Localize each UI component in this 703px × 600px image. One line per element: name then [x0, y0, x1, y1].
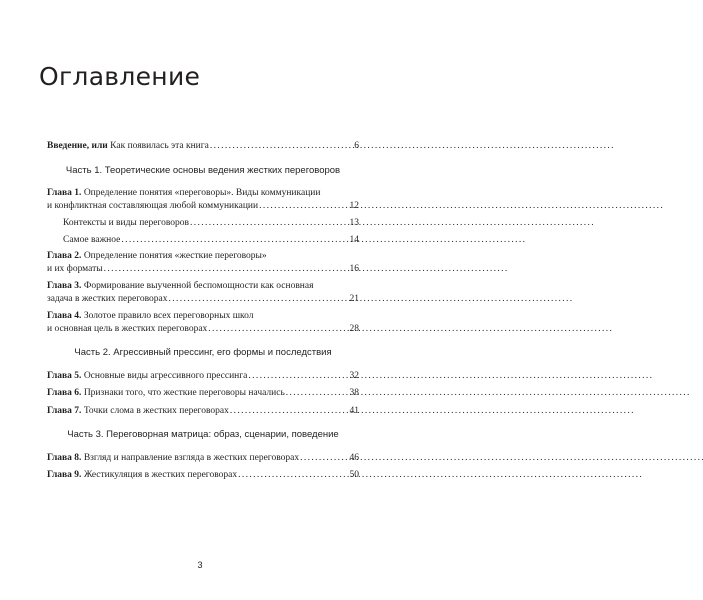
toc-entry-text: [63, 234, 120, 247]
toc-entry[interactable]: [47, 452, 359, 465]
toc-entry[interactable]: [47, 387, 359, 400]
dot-leader: [238, 469, 348, 482]
toc-entry-line: [47, 250, 359, 263]
toc-entry-text: [47, 280, 313, 293]
toc-page-number: 21: [349, 293, 359, 304]
toc-subentry[interactable]: [47, 217, 359, 230]
dot-leader: [230, 405, 349, 418]
chapter-label: Глава 1.: [47, 188, 82, 198]
dot-leader: [259, 200, 348, 213]
toc-entry-text: [47, 370, 247, 383]
toc-entry-title: и основная цель в жестких переговорах: [47, 323, 208, 334]
toc-entry-text: [47, 250, 267, 263]
chapter-label: Глава 2.: [47, 251, 82, 261]
toc-entry-text: [47, 263, 103, 276]
toc-entry-title: и конфликтная составляющая любой коммуникации: [47, 200, 259, 211]
part-heading: Часть 1. Теоретические основы ведения жестких переговоров: [65, 164, 341, 176]
toc-page-number: 28: [349, 323, 359, 334]
toc-entry-line: [47, 293, 359, 306]
chapter-label: Глава 6.: [47, 388, 82, 398]
toc-entry-line: [47, 387, 359, 400]
chapter-label: Глава 7.: [47, 405, 82, 416]
dot-leader: [248, 370, 348, 383]
toc-entry-line: [63, 217, 359, 230]
chapter-label: Глава 8.: [47, 452, 82, 463]
toc-page-number: 32: [349, 370, 359, 381]
toc-entry-text: [47, 187, 320, 200]
toc-entry-text: [47, 323, 207, 336]
toc-entry-title: Самое важное: [63, 234, 121, 245]
toc-page-number: 12: [349, 200, 359, 211]
toc-entry-title: Взгляд и направление взгляда в жестких переговорах: [83, 452, 300, 463]
toc-entry[interactable]: [47, 140, 359, 153]
toc-entry-title: и их форматы: [47, 263, 103, 274]
dot-leader: [104, 263, 349, 276]
toc-entry-title: Формирование выученной беспомощности как основная: [83, 281, 314, 291]
toc-entry-title: Как появилась эта книга: [110, 141, 209, 151]
dot-leader: [300, 452, 348, 465]
toc-entry-title: Определение понятия «жесткие переговоры»: [83, 251, 267, 261]
toc-entry[interactable]: [47, 250, 359, 275]
toc-entry-text: [63, 217, 189, 230]
toc-entry-text: [47, 405, 229, 418]
dot-leader: [210, 140, 353, 153]
toc-entry-title: задача в жестких переговорах: [47, 293, 168, 304]
toc-entry-line: [47, 323, 359, 336]
dot-leader: [121, 234, 348, 247]
toc-entry-text: [47, 200, 258, 213]
toc-page-number: 13: [349, 218, 359, 228]
toc-entry-title: Признаки того, что жесткие переговоры начались: [83, 388, 285, 398]
toc-entry[interactable]: [47, 310, 359, 335]
toc-entry-title: Основные виды агрессивного прессинга: [83, 370, 248, 381]
toc-page-number: 46: [349, 452, 359, 463]
toc-entry-title: Контексты и виды переговоров: [63, 218, 190, 228]
toc-entry[interactable]: [47, 405, 359, 418]
toc-entry[interactable]: [47, 469, 359, 482]
dot-leader: [169, 293, 349, 306]
page-number: 3: [197, 560, 203, 570]
table-of-contents: [47, 140, 359, 487]
toc-entry-line: [63, 234, 359, 247]
toc-entry-text: [47, 387, 285, 400]
toc-entry-title: Определение понятия «переговоры». Виды коммуникации: [83, 188, 321, 198]
page-title: Оглавление: [39, 62, 201, 91]
toc-entry[interactable]: [47, 280, 359, 305]
part-heading: Часть 2. Агрессивный прессинг, его формы и последствия: [74, 347, 332, 358]
toc-entry-line: [47, 310, 359, 323]
chapter-label: Глава 5.: [47, 370, 82, 381]
toc-entry-line: [47, 469, 359, 482]
toc-page-number: 50: [349, 470, 359, 480]
chapter-label: Глава 4.: [47, 311, 82, 321]
toc-entry-text: [47, 469, 237, 482]
toc-entry-title: Золотое правило всех переговорных школ: [83, 311, 254, 321]
toc-entry-text: [47, 140, 209, 153]
toc-entry-line: [47, 405, 359, 418]
toc-page-number: 14: [349, 234, 359, 245]
dot-leader: [190, 217, 348, 230]
toc-entry-text: [47, 310, 254, 323]
toc-entry-title: Точки слома в жестких переговорах: [83, 405, 229, 416]
toc-entry[interactable]: [47, 370, 359, 383]
toc-entry-line: [47, 263, 359, 276]
toc-entry-title: Жестикуляция в жестких переговорах: [83, 470, 238, 480]
dot-leader: [286, 387, 349, 400]
toc-page-number: 6: [354, 141, 359, 151]
toc-page-number: 38: [349, 388, 359, 398]
toc-entry-line: [47, 200, 359, 213]
toc-entry-line: [47, 452, 359, 465]
toc-entry-text: [47, 452, 299, 465]
toc-page-number: 16: [349, 263, 359, 274]
part-heading: Часть 3. Переговорная матрица: образ, сценарии, поведение: [67, 429, 339, 440]
chapter-label: Глава 3.: [47, 281, 82, 291]
toc-entry-line: [47, 140, 359, 153]
toc-entry-line: [47, 370, 359, 383]
chapter-label: Введение, или: [47, 141, 108, 151]
toc-page-number: 41: [349, 405, 359, 416]
toc-entry[interactable]: [47, 187, 359, 212]
toc-subentry[interactable]: [47, 234, 359, 247]
dot-leader: [208, 323, 348, 336]
toc-entry-text: [47, 293, 168, 306]
toc-entry-line: [47, 280, 359, 293]
chapter-label: Глава 9.: [47, 470, 82, 480]
toc-entry-line: [47, 187, 359, 200]
